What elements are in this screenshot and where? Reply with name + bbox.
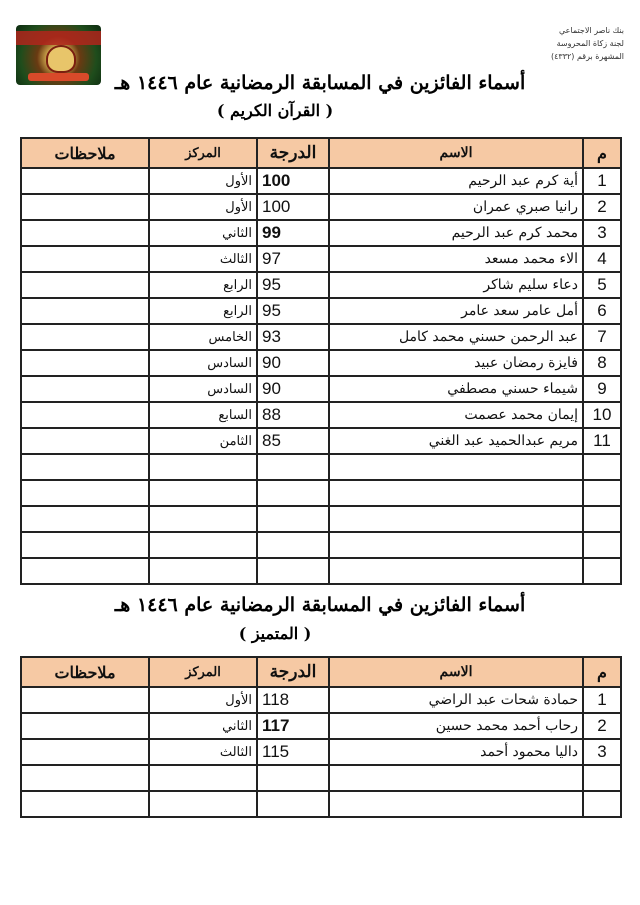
winners-table-distinguished <box>20 656 622 818</box>
empty-table-row <box>21 558 621 584</box>
row-number: 10 <box>583 402 621 428</box>
row-number: 3 <box>583 739 621 765</box>
row-name: إيمان محمد عصمت <box>329 402 583 428</box>
row-notes <box>21 713 149 739</box>
section1-subtitle: ( القرآن الكريم ) <box>216 101 334 120</box>
row-notes <box>21 376 149 402</box>
org-line: بنك ناصر الاجتماعي <box>559 26 624 35</box>
empty-table-row <box>21 480 621 506</box>
empty-table-row <box>21 454 621 480</box>
row-number: 8 <box>583 350 621 376</box>
row-notes <box>21 739 149 765</box>
empty-cell <box>21 558 149 584</box>
row-name: عبد الرحمن حسني محمد كامل <box>329 324 583 350</box>
table-row <box>21 272 621 298</box>
row-number: 1 <box>583 168 621 194</box>
empty-cell <box>257 765 329 791</box>
empty-cell <box>583 765 621 791</box>
col-header-name: الاسم <box>329 138 583 168</box>
table-header-row <box>21 138 621 168</box>
row-score: 88 <box>257 402 329 428</box>
row-rank: الرابع <box>149 298 257 324</box>
logo-band <box>16 31 101 45</box>
table-row <box>21 246 621 272</box>
row-notes <box>21 402 149 428</box>
row-name: شيماء حسني مصطفي <box>329 376 583 402</box>
row-name: داليا محمود أحمد <box>329 739 583 765</box>
col-header-score: الدرجة <box>257 138 329 168</box>
row-number: 3 <box>583 220 621 246</box>
row-number: 6 <box>583 298 621 324</box>
row-number: 1 <box>583 687 621 713</box>
row-rank: الثالث <box>149 739 257 765</box>
org-line: لجنة زكاة المحروسة <box>556 39 624 48</box>
row-score: 93 <box>257 324 329 350</box>
empty-cell <box>149 765 257 791</box>
col-header-number: م <box>583 138 621 168</box>
empty-cell <box>329 765 583 791</box>
row-rank: السادس <box>149 376 257 402</box>
row-name: مريم عبدالحميد عبد الغني <box>329 428 583 454</box>
row-notes <box>21 428 149 454</box>
row-name: محمد كرم عبد الرحيم <box>329 220 583 246</box>
empty-cell <box>257 506 329 532</box>
empty-cell <box>583 506 621 532</box>
row-notes <box>21 272 149 298</box>
empty-table-row <box>21 765 621 791</box>
empty-cell <box>149 558 257 584</box>
section2-title: أسماء الفائزين في المسابقة الرمضانية عام ١٤٤٦ هـ <box>114 594 526 616</box>
table-row <box>21 376 621 402</box>
empty-cell <box>329 791 583 817</box>
empty-cell <box>583 532 621 558</box>
row-name: الاء محمد مسعد <box>329 246 583 272</box>
empty-cell <box>257 532 329 558</box>
row-score: 95 <box>257 298 329 324</box>
row-number: 11 <box>583 428 621 454</box>
row-rank: الثاني <box>149 220 257 246</box>
empty-table-row <box>21 791 621 817</box>
table-row <box>21 168 621 194</box>
empty-cell <box>21 765 149 791</box>
table-row <box>21 324 621 350</box>
empty-cell <box>329 506 583 532</box>
empty-cell <box>257 480 329 506</box>
row-number: 5 <box>583 272 621 298</box>
empty-cell <box>21 454 149 480</box>
row-rank: الخامس <box>149 324 257 350</box>
empty-cell <box>583 480 621 506</box>
row-name: دعاء سليم شاكر <box>329 272 583 298</box>
row-rank: الثامن <box>149 428 257 454</box>
empty-cell <box>149 532 257 558</box>
organization-info <box>484 24 624 63</box>
table-row <box>21 687 621 713</box>
empty-cell <box>149 791 257 817</box>
table-row <box>21 350 621 376</box>
row-notes <box>21 324 149 350</box>
table-row <box>21 428 621 454</box>
empty-cell <box>583 791 621 817</box>
org-line: المشهرة برقم (٤٣٣٢) <box>550 52 624 61</box>
row-score: 95 <box>257 272 329 298</box>
col-header-name: الاسم <box>329 657 583 687</box>
empty-cell <box>257 791 329 817</box>
empty-cell <box>329 532 583 558</box>
row-name: حمادة شحات عبد الراضي <box>329 687 583 713</box>
row-number: 4 <box>583 246 621 272</box>
empty-cell <box>21 506 149 532</box>
row-rank: الأول <box>149 168 257 194</box>
row-score: 90 <box>257 376 329 402</box>
row-notes <box>21 194 149 220</box>
empty-cell <box>257 454 329 480</box>
empty-cell <box>257 558 329 584</box>
row-score: 100 <box>257 168 329 194</box>
row-rank: السادس <box>149 350 257 376</box>
col-header-rank: المركز <box>149 138 257 168</box>
empty-cell <box>329 558 583 584</box>
row-rank: الثالث <box>149 246 257 272</box>
row-notes <box>21 220 149 246</box>
empty-table-row <box>21 532 621 558</box>
row-rank: السابع <box>149 402 257 428</box>
col-header-notes: ملاحظات <box>21 138 149 168</box>
empty-cell <box>329 480 583 506</box>
empty-cell <box>149 454 257 480</box>
row-name: رحاب أحمد محمد حسين <box>329 713 583 739</box>
col-header-rank: المركز <box>149 657 257 687</box>
col-header-number: م <box>583 657 621 687</box>
empty-cell <box>21 532 149 558</box>
row-score: 115 <box>257 739 329 765</box>
row-name: أية كرم عبد الرحيم <box>329 168 583 194</box>
empty-table-row <box>21 506 621 532</box>
row-number: 2 <box>583 194 621 220</box>
row-notes <box>21 246 149 272</box>
empty-cell <box>329 454 583 480</box>
row-name: أمل عامر سعد عامر <box>329 298 583 324</box>
row-score: 118 <box>257 687 329 713</box>
empty-cell <box>583 558 621 584</box>
empty-cell <box>21 480 149 506</box>
logo-crest-icon <box>46 45 76 73</box>
row-notes <box>21 687 149 713</box>
row-rank: الأول <box>149 194 257 220</box>
row-name: فايزة رمضان عبيد <box>329 350 583 376</box>
section2-subtitle: ( المتميز ) <box>238 624 312 643</box>
row-score: 117 <box>257 713 329 739</box>
empty-cell <box>149 506 257 532</box>
table-row <box>21 298 621 324</box>
winners-table-quran <box>20 137 622 585</box>
row-rank: الأول <box>149 687 257 713</box>
row-number: 9 <box>583 376 621 402</box>
row-notes <box>21 168 149 194</box>
row-score: 99 <box>257 220 329 246</box>
section1-title: أسماء الفائزين في المسابقة الرمضانية عام ١٤٤٦ هـ <box>114 72 526 94</box>
row-score: 90 <box>257 350 329 376</box>
empty-cell <box>583 454 621 480</box>
table-row <box>21 739 621 765</box>
row-number: 7 <box>583 324 621 350</box>
table-row <box>21 402 621 428</box>
row-number: 2 <box>583 713 621 739</box>
row-notes <box>21 350 149 376</box>
empty-cell <box>21 791 149 817</box>
row-notes <box>21 298 149 324</box>
table-row <box>21 194 621 220</box>
row-name: رانيا صبري عمران <box>329 194 583 220</box>
row-rank: الرابع <box>149 272 257 298</box>
table-row <box>21 220 621 246</box>
row-score: 85 <box>257 428 329 454</box>
table-row <box>21 713 621 739</box>
col-header-score: الدرجة <box>257 657 329 687</box>
col-header-notes: ملاحظات <box>21 657 149 687</box>
row-score: 97 <box>257 246 329 272</box>
row-score: 100 <box>257 194 329 220</box>
empty-cell <box>149 480 257 506</box>
table-header-row <box>21 657 621 687</box>
row-rank: الثاني <box>149 713 257 739</box>
